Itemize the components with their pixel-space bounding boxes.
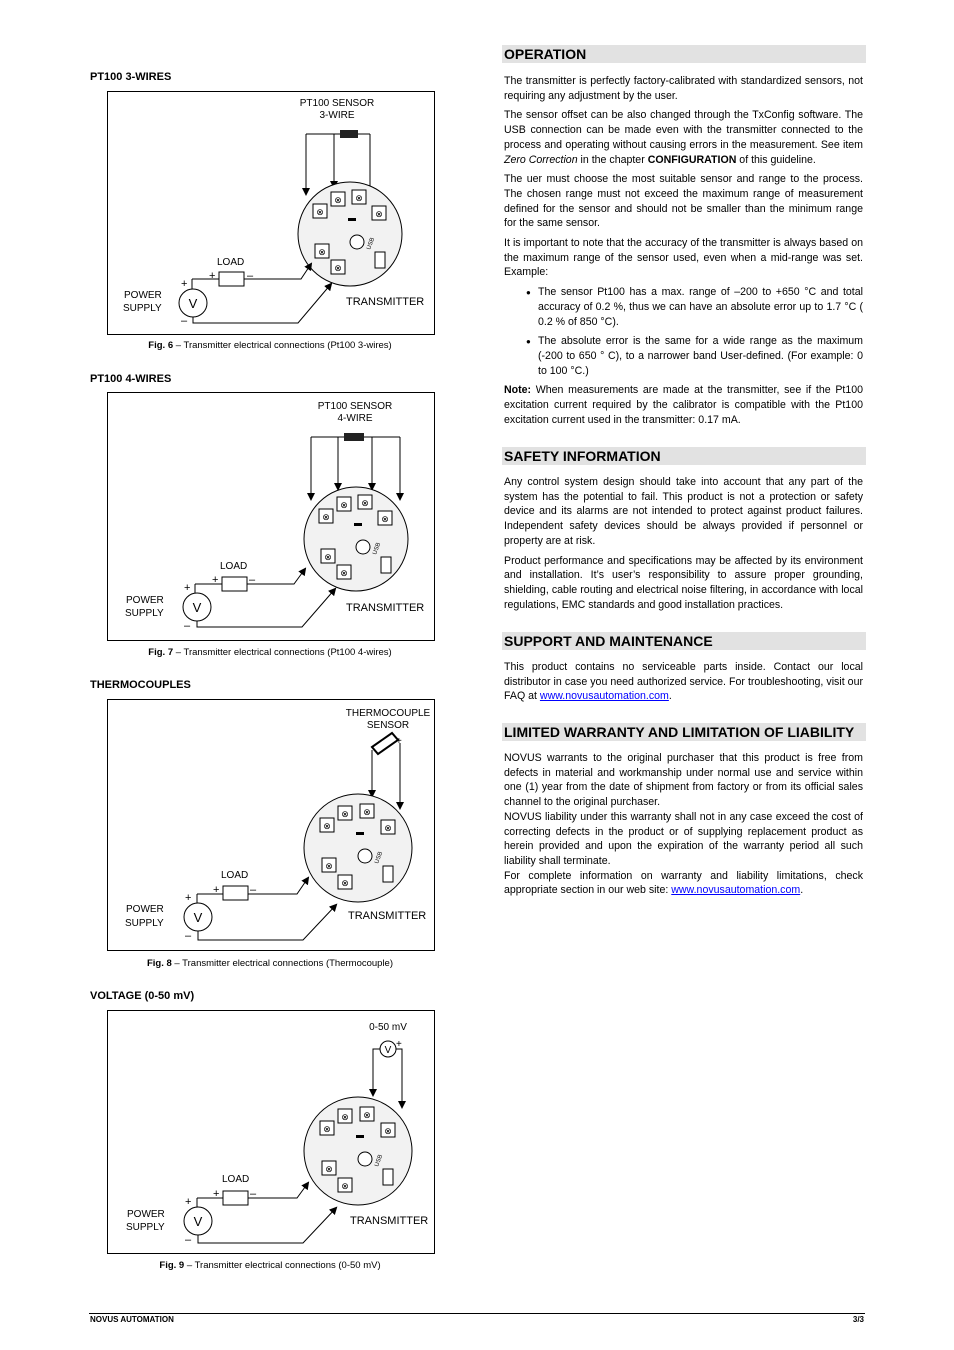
caption-fig7: Fig. 7 – Transmitter electrical connections (Pt100 4-wires) xyxy=(148,647,392,658)
safety-p2: Product performance and specifications may be affected by its environment and installation. It’s user’s responsibility to assure proper grounding, shielding, cable routing and electrical noise filtering, in accordance with local regulations, EMC standards and good installation practices. xyxy=(504,554,863,611)
svg-text:+: + xyxy=(184,582,191,594)
sensor-label-line1: 0-50 mV xyxy=(369,1022,407,1033)
svg-text:+: + xyxy=(213,1188,220,1200)
svg-text:⊗: ⊗ xyxy=(334,195,342,205)
svg-text:–: – xyxy=(185,1234,192,1246)
svg-text:⊗: ⊗ xyxy=(318,247,326,257)
svg-text:+: + xyxy=(181,278,188,290)
svg-text:USB: USB xyxy=(374,1154,385,1168)
svg-text:+: + xyxy=(396,736,402,747)
svg-text:⊗: ⊗ xyxy=(355,193,363,203)
section-label-pt100-3wire: PT100 3-WIRES xyxy=(90,71,172,83)
svg-text:⊗: ⊗ xyxy=(341,809,349,819)
load-label: LOAD xyxy=(222,1174,250,1185)
heading-warranty: LIMITED WARRANTY AND LIMITATION OF LIABILITY xyxy=(502,723,866,741)
svg-text:POWER: POWER xyxy=(126,595,164,606)
svg-text:POWER: POWER xyxy=(126,904,164,915)
svg-text:⊗: ⊗ xyxy=(322,512,330,522)
heading-support: SUPPORT AND MAINTENANCE xyxy=(502,632,866,650)
footer-page-number: 3/3 xyxy=(852,1315,864,1324)
svg-text:+: + xyxy=(185,892,192,904)
transmitter-label: TRANSMITTER xyxy=(346,296,425,308)
operation-p2: The sensor offset can be also changed through the TxConfig software. The USB connection can be made even with the transmitter connected to the process and operating without causing errors in the measurement. See item Zero Correction in the chapter CONFIGURATION of this guideline. xyxy=(504,109,863,166)
warranty-body: NOVUS warrants to the original purchaser that this product is free from defects in material and workmanship under normal use and service within one (1) year from the date of shipment from factory or from its official sales channel to the original purchaser. NOVUS liability under this warranty shall not in any case exceed the cost of correcting defects in the product or of supplying replacement product as herein provided and upon the expiration of the warranty period all such liability shall terminate. For complete information on warranty and liability limitations, check appropriate section in our web site: www.novusautomation.com. xyxy=(504,752,863,897)
operation-body xyxy=(504,74,863,432)
load-label: LOAD xyxy=(221,870,249,881)
svg-text:–: – xyxy=(181,315,188,327)
svg-text:⊗: ⊗ xyxy=(361,498,369,508)
support-link[interactable]: www.novusautomation.com xyxy=(539,690,669,703)
transmitter-head xyxy=(304,794,412,902)
sensor-label-line2: SENSOR xyxy=(366,720,410,731)
svg-text:⊗: ⊗ xyxy=(384,823,392,833)
sensor-label-line1: PT100 SENSOR xyxy=(299,98,375,109)
sensor-label-line1: THERMOCOUPLE xyxy=(345,708,431,719)
power-label-line2: SUPPLY xyxy=(123,303,162,314)
svg-text:⊗: ⊗ xyxy=(325,1164,333,1174)
svg-text:⊗: ⊗ xyxy=(325,861,333,871)
svg-text:SUPPLY: SUPPLY xyxy=(125,918,164,929)
svg-text:⊗: ⊗ xyxy=(316,207,324,217)
sensor-label-line2: 4-WIRE xyxy=(337,413,373,424)
svg-text:POWER: POWER xyxy=(127,1209,165,1220)
svg-text:–: – xyxy=(250,1188,257,1200)
sensor-label-line2: 3-WIRE xyxy=(319,110,355,121)
diagram-thermocouple xyxy=(107,699,435,951)
transmitter-head xyxy=(304,487,408,591)
svg-text:V: V xyxy=(193,1214,203,1229)
svg-text:⊗: ⊗ xyxy=(341,1112,349,1122)
svg-text:–: – xyxy=(249,574,256,586)
section-label-pt100-4wire: PT100 4-WIRES xyxy=(90,373,172,385)
sensor-label-line1: PT100 SENSOR xyxy=(317,401,393,412)
svg-text:V: V xyxy=(384,1045,392,1056)
safety-p1: Any control system design should take into account that any part of the system has the potential to fail. This product is not a protection or safety device and its alarms are not intended to protect against product failures. Independent safety devices should be always provided if personnel or property are at risk. xyxy=(504,476,863,547)
operation-p1: The transmitter is perfectly factory-calibrated with standardized sensors, not requiring any adjustment by the user. xyxy=(504,75,863,102)
operation-bullets xyxy=(504,285,863,378)
load-resistor xyxy=(219,272,244,286)
footer-divider xyxy=(89,1313,865,1314)
transmitter-head xyxy=(304,1097,412,1205)
power-label-line1: POWER xyxy=(124,290,162,301)
svg-text:V: V xyxy=(193,910,203,925)
svg-text:SUPPLY: SUPPLY xyxy=(125,608,164,619)
svg-text:⊗: ⊗ xyxy=(381,514,389,524)
svg-text:–: – xyxy=(184,620,191,632)
svg-text:+: + xyxy=(396,1039,402,1050)
transmitter-label: TRANSMITTER xyxy=(350,1215,429,1227)
heading-safety: SAFETY INFORMATION xyxy=(502,447,866,465)
svg-text:⊗: ⊗ xyxy=(341,878,349,888)
svg-text:–: – xyxy=(247,270,254,282)
caption-fig9: Fig. 9 – Transmitter electrical connections (0-50 mV) xyxy=(159,1260,381,1271)
safety-body xyxy=(504,475,863,617)
svg-text:⊗: ⊗ xyxy=(323,1124,331,1134)
svg-text:–: – xyxy=(185,930,192,942)
svg-text:USB: USB xyxy=(366,237,377,251)
operation-p4: It is important to note that the accuracy of the transmitter is always based on the maximum range of the sensor used, even when a mid-range was set. Example: xyxy=(504,237,863,279)
heading-operation: OPERATION xyxy=(502,45,866,63)
svg-text:⊗: ⊗ xyxy=(324,552,332,562)
diagram-pt100-4wire xyxy=(107,392,435,641)
list-item: ● The sensor Pt100 has a max. range of –200 to +650 °C and total accuracy of 0.2 %, thus we can have an absolute error up to 1.7 °C ( 0.2 % of 850 °C). xyxy=(538,285,863,329)
svg-text:+: + xyxy=(213,884,220,896)
svg-text:⊗: ⊗ xyxy=(323,821,331,831)
svg-text:⊗: ⊗ xyxy=(340,568,348,578)
load-label: LOAD xyxy=(220,561,248,572)
svg-text:SUPPLY: SUPPLY xyxy=(126,1222,165,1233)
warranty-p1: NOVUS warrants to the original purchaser that this product is free from defects in material and workmanship under normal use and service within one (1) year from the date of shipment from factory or from its official sales channel to the original purchaser. xyxy=(504,752,863,809)
caption-fig8: Fig. 8 – Transmitter electrical connections (Thermocouple) xyxy=(146,958,394,969)
svg-text:⊗: ⊗ xyxy=(363,1110,371,1120)
caption-fig6: Fig. 6 – Transmitter electrical connections (Pt100 3-wires) xyxy=(148,340,392,351)
footer-company: NOVUS AUTOMATION xyxy=(90,1315,174,1324)
svg-text:+: + xyxy=(212,574,219,586)
svg-text:USB: USB xyxy=(374,851,385,865)
svg-text:⊗: ⊗ xyxy=(340,500,348,510)
section-label-voltage: VOLTAGE (0-50 mV) xyxy=(90,990,195,1002)
svg-text:⊗: ⊗ xyxy=(375,209,383,219)
warranty-p2: NOVUS liability under this warranty shall not in any case exceed the cost of correcting defects in the product or of supplying replacement product as herein provided and upon the expiration of the warranty period all such liability shall terminate. xyxy=(504,810,863,867)
transmitter-label: TRANSMITTER xyxy=(348,910,427,922)
section-label-thermocouples: THERMOCOUPLES xyxy=(90,679,191,691)
svg-text:⊗: ⊗ xyxy=(334,263,342,273)
svg-text:+: + xyxy=(209,270,216,282)
operation-p3: The uer must choose the most suitable sensor and range to the process. The chosen range must not exceed the maximum range of measurement defined for the sensor and should not be smaller than the minimum range for the same sensor. xyxy=(504,173,863,230)
svg-text:⊗: ⊗ xyxy=(384,1126,392,1136)
load-label: LOAD xyxy=(217,257,245,268)
svg-text:+: + xyxy=(185,1196,192,1208)
support-body: This product contains no serviceable parts inside. Contact our local distributor in case you need authorized service. For troubleshooting, visit our FAQ at www.novusautomation.com. xyxy=(504,661,863,703)
warranty-link[interactable]: www.novusautomation.com xyxy=(671,884,801,897)
svg-text:V: V xyxy=(188,296,198,311)
svg-text:USB: USB xyxy=(372,542,383,556)
sensor-resistor xyxy=(340,130,358,138)
diagram-pt100-3wire xyxy=(107,91,435,335)
svg-text:–: – xyxy=(250,884,257,896)
transmitter-label: TRANSMITTER xyxy=(346,602,425,614)
list-item: ● The absolute error is the same for a wide range as the maximum (-200 to 650 ° C), to a narrower band User-defined. (For example: 0 to 100 °C.) xyxy=(538,334,863,378)
transmitter-head xyxy=(298,182,402,286)
diagram-voltage xyxy=(107,1010,435,1254)
svg-text:⊗: ⊗ xyxy=(341,1181,349,1191)
operation-note: Note: When measurements are made at the transmitter, see if the Pt100 excitation current required by the calibrator is compatible with the Pt100 excitation current used in the transmitter: 0.17 mA. xyxy=(504,384,863,426)
svg-text:V: V xyxy=(192,600,202,615)
svg-text:⊗: ⊗ xyxy=(363,807,371,817)
